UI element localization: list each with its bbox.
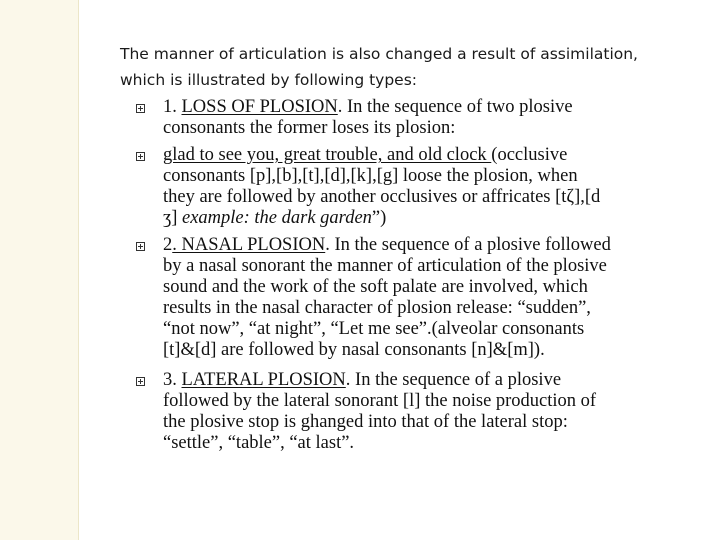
item-line: 2. NASAL PLOSION. In the sequence of a plosive followed — [163, 235, 611, 255]
list-item — [163, 97, 708, 139]
slide-title-line-2: which is illustrated by following types: — [120, 71, 418, 89]
example-italic: example: the dark garden — [182, 208, 372, 228]
item-line: they are followed by another occlusives or affricates [tζ],[d — [163, 187, 601, 207]
boxed-plus-icon — [136, 152, 145, 161]
example-phrases: glad to see you, great trouble, and old clock — [163, 145, 492, 165]
item-line: ʒ] example: the dark garden”) — [163, 208, 387, 228]
item-line: followed by the lateral sonorant [l] the noise production of — [163, 391, 597, 411]
item-line: [t]&[d] are followed by nasal consonants [n]&[m]). — [163, 340, 545, 360]
slide-title-line-1: The manner of articulation is also changed a result of assimilation, — [120, 45, 638, 63]
heading-lateral-plosion: LATERAL PLOSION — [181, 370, 346, 390]
item-line: consonants [p],[b],[t],[d],[k],[g] loose the plosion, when — [163, 166, 578, 186]
slide-left-divider — [78, 0, 79, 540]
heading-nasal-plosion: . NASAL PLOSION — [172, 235, 326, 255]
item-line: by a nasal sonorant the manner of articulation of the plosive — [163, 256, 607, 276]
item-line: results in the nasal character of plosion release: “sudden”, — [163, 298, 591, 318]
heading-loss-of-plosion: LOSS OF PLOSION — [181, 97, 338, 117]
item-line: sound and the work of the soft palate are involved, which — [163, 277, 588, 297]
list-item — [163, 370, 708, 454]
boxed-plus-icon — [136, 377, 145, 386]
boxed-plus-icon — [136, 242, 145, 251]
item-line: consonants the former loses its plosion: — [163, 118, 456, 138]
item-line: 3. LATERAL PLOSION. In the sequence of a plosive — [163, 370, 562, 390]
slide-left-band — [0, 0, 78, 540]
boxed-plus-icon — [136, 104, 145, 113]
item-line: glad to see you, great trouble, and old clock (occlusive — [163, 145, 568, 165]
item-line: 1. LOSS OF PLOSION. In the sequence of two plosive — [163, 97, 573, 117]
list-item — [163, 145, 708, 229]
item-line: “settle”, “table”, “at last”. — [163, 433, 355, 453]
list-item — [163, 235, 708, 361]
item-line: “not now”, “at night”, “Let me see”.(alveolar consonants — [163, 319, 585, 339]
slide-title — [120, 41, 700, 93]
item-line: the plosive stop is ghanged into that of the lateral stop: — [163, 412, 568, 432]
